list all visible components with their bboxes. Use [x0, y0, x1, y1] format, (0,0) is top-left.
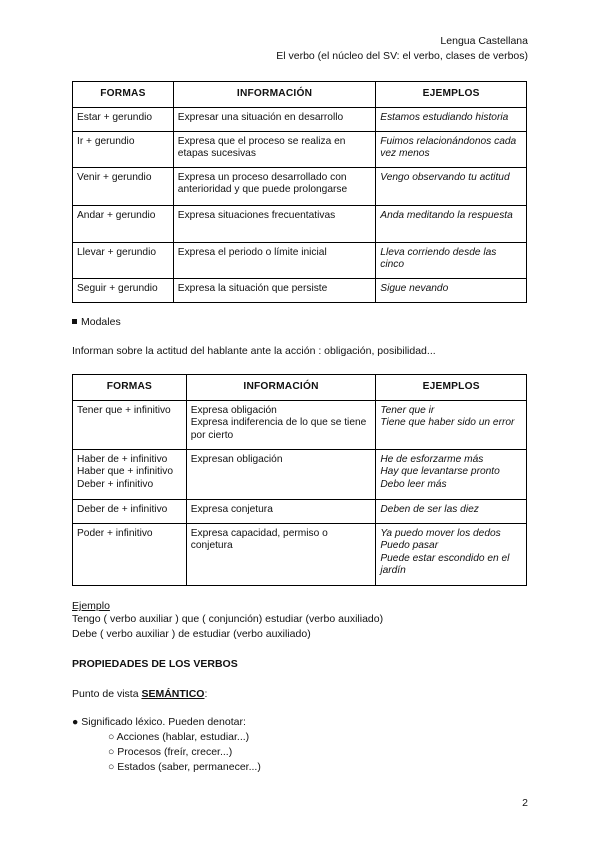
cell-ejemplo: Vengo observando tu actitud — [376, 167, 527, 205]
cell-forma: Ir + gerundio — [73, 131, 174, 167]
cell-forma: Andar + gerundio — [73, 205, 174, 242]
cell-info: Expresa la situación que persiste — [173, 278, 375, 302]
forma-line: Haber que + infinitivo — [77, 466, 173, 477]
table-row — [73, 278, 527, 302]
modales-table — [72, 374, 527, 586]
punto-prefix: Punto de vista — [72, 688, 139, 700]
cell-info — [186, 400, 376, 449]
cell-ejemplo — [376, 523, 527, 585]
punto-de-vista — [72, 688, 207, 701]
ejemplo-line: Deben de ser las diez — [380, 503, 479, 515]
forma-line: Haber de + infinitivo — [77, 453, 168, 465]
cell-info: Expresa un proceso desarrollado con anterioridad y que puede prolongarse — [173, 167, 375, 205]
cell-ejemplo: Anda meditando la respuesta — [376, 205, 527, 242]
header-ejemplos: EJEMPLOS — [376, 82, 527, 108]
table-row — [73, 242, 527, 278]
table-row — [73, 131, 527, 167]
cell-forma — [73, 523, 187, 585]
propiedades-title: PROPIEDADES DE LOS VERBOS — [72, 658, 238, 670]
ejemplo-line: Tener que ir — [380, 404, 435, 416]
header-informacion: INFORMACIÓN — [173, 82, 375, 108]
ejemplo-line: Puede estar escondido en el jardín — [380, 552, 510, 576]
cell-ejemplo — [376, 400, 527, 449]
ejemplo-line-1: Tengo ( verbo auxiliar ) que ( conjunción) estudiar (verbo auxiliado) — [72, 613, 384, 625]
forma-line: Tener que + infinitivo — [77, 404, 171, 416]
cell-forma: Estar + gerundio — [73, 107, 174, 131]
cell-forma: Llevar + gerundio — [73, 242, 174, 278]
list-item: ○ Estados (saber, permanecer...) — [108, 761, 261, 773]
header-formas: FORMAS — [73, 375, 187, 401]
header-formas: FORMAS — [73, 82, 174, 108]
cell-info: Expresar una situación en desarrollo — [173, 107, 375, 131]
list-item: ○ Procesos (freír, crecer...) — [108, 746, 233, 758]
cell-info — [186, 523, 376, 585]
cell-forma: Venir + gerundio — [73, 167, 174, 205]
info-line: Expresa indiferencia de lo que se tiene por cierto — [190, 417, 367, 441]
ejemplo-title: Ejemplo — [72, 600, 110, 612]
cell-forma — [73, 449, 187, 499]
header-ejemplos: EJEMPLOS — [376, 375, 527, 401]
page-header — [276, 34, 528, 64]
page-number: 2 — [522, 797, 528, 809]
cell-ejemplo — [376, 499, 527, 523]
info-line: Expresa conjetura — [190, 503, 273, 515]
cell-forma — [73, 499, 187, 523]
ejemplo-line: Ya puedo mover los dedos — [380, 527, 501, 539]
forma-line: Deber de + infinitivo — [77, 503, 168, 515]
cell-info — [186, 449, 376, 499]
ejemplo-line: Hay que levantarse pronto — [380, 466, 500, 477]
cell-forma: Seguir + gerundio — [73, 278, 174, 302]
cell-ejemplo: Sigue nevando — [376, 278, 527, 302]
cell-ejemplo: Lleva corriendo desde las cinco — [376, 242, 527, 278]
ejemplo-line: He de esforzarme más — [380, 453, 484, 465]
ejemplo-line-2: Debe ( verbo auxiliar ) de estudiar (verbo auxiliado) — [72, 628, 311, 640]
gerundio-table — [72, 81, 527, 303]
list-item: ○ Acciones (hablar, estudiar...) — [108, 731, 250, 743]
forma-line: Deber + infinitivo — [77, 478, 154, 490]
info-line: Expresan obligación — [190, 453, 283, 465]
ejemplo-line: Puedo pasar — [380, 540, 439, 551]
cell-ejemplo: Fuimos relacionándonos cada vez menos — [376, 131, 527, 167]
square-bullet-icon — [72, 319, 77, 324]
ejemplo-line: Debo leer más — [380, 478, 447, 490]
info-line: Expresa capacidad, permiso o conjetura — [190, 527, 328, 551]
table-row — [73, 167, 527, 205]
cell-info: Expresa el periodo o límite inicial — [173, 242, 375, 278]
cell-ejemplo — [376, 449, 527, 499]
table-header-row — [73, 375, 527, 401]
table-row — [73, 205, 527, 242]
table-row — [73, 107, 527, 131]
table-row — [73, 449, 527, 499]
cell-forma — [73, 400, 187, 449]
cell-info: Expresa situaciones frecuentativas — [173, 205, 375, 242]
cell-info — [186, 499, 376, 523]
cell-info: Expresa que el proceso se realiza en etapas sucesivas — [173, 131, 375, 167]
table-row — [73, 523, 527, 585]
info-line: Expresa obligación — [190, 404, 277, 416]
significado-lexico: ● Significado léxico. Pueden denotar: — [72, 716, 246, 728]
header-informacion: INFORMACIÓN — [186, 375, 376, 401]
punto-suffix: : — [204, 688, 208, 700]
ejemplo-line: Tiene que haber sido un error — [380, 417, 515, 428]
table-row — [73, 499, 527, 523]
cell-ejemplo: Estamos estudiando historia — [376, 107, 527, 131]
modales-title: Modales — [81, 316, 121, 328]
punto-keyword: SEMÁNTICO — [141, 688, 205, 700]
header-subject: Lengua Castellana — [440, 35, 528, 47]
modales-heading — [72, 316, 121, 329]
forma-line: Poder + infinitivo — [77, 527, 153, 539]
table-header-row — [73, 82, 527, 108]
modales-description: Informan sobre la actitud del hablante ante la acción : obligación, posibilidad... — [72, 345, 436, 357]
table-row — [73, 400, 527, 449]
header-topic: El verbo (el núcleo del SV: el verbo, clases de verbos) — [276, 50, 528, 62]
